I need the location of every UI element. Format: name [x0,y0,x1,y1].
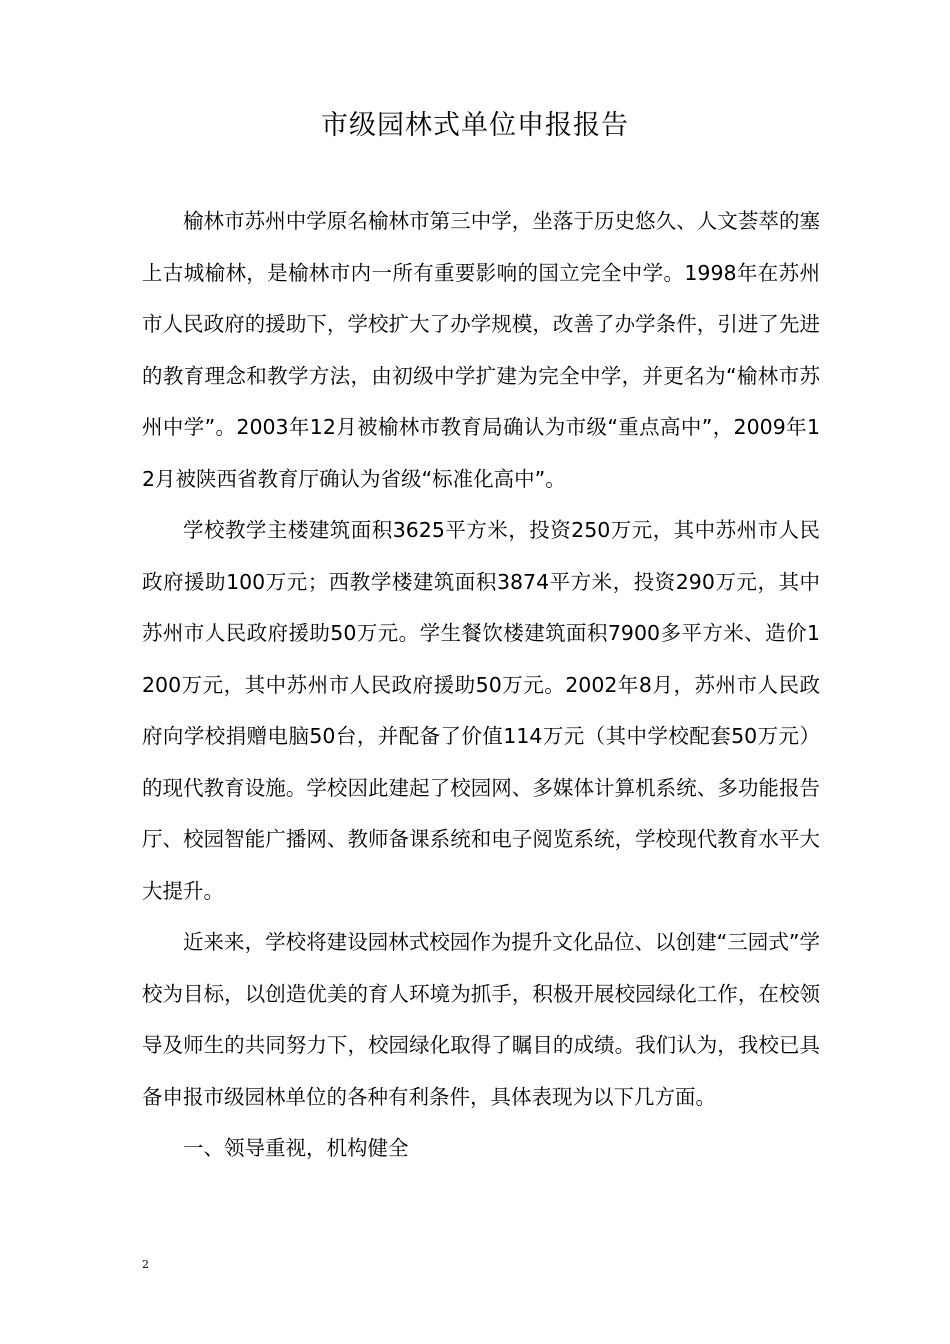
document-body [142,196,820,1175]
paragraph-facilities: 学校教学主楼建筑面积3625平方米，投资250万元，其中苏州市人民政府援助100万元；西教学楼建筑面积3874平方米，投资290万元，其中苏州市人民政府援助50万元。学生餐饮楼建筑面积7900多平方米、造价1200万元，其中苏州市人民政府援助50万元。2002年8月，苏州市人民政府向学校捐赠电脑50台，并配备了价值114万元（其中学校配套50万元）的现代教育设施。学校因此建起了校园网、多媒体计算机系统、多功能报告厅、校园智能广播网、教师备课系统和电子阅览系统，学校现代教育水平大大提升。 [142,518,820,903]
section-heading: 一、领导重视，机构健全 [183,1136,409,1160]
paragraph-greening: 近来来，学校将建设园林式校园作为提升文化品位、以创建“三园式”学校为目标，以创造优美的育人环境为抓手，积极开展校园绿化工作，在校领导及师生的共同努力下，校园绿化取得了瞩目的成绩。我们认为，我校已具备申报市级园林单位的各种有利条件，具体表现为以下几方面。 [142,930,820,1109]
document-title: 市级园林式单位申报报告 [321,110,629,141]
page-number: 2 [142,1258,149,1271]
paragraph-school-history: 榆林市苏州中学原名榆林市第三中学，坐落于历史悠久、人文荟萃的塞上古城榆林，是榆林市内一所有重要影响的国立完全中学。1998年在苏州市人民政府的援助下，学校扩大了办学规模，改善了办学条件，引进了先进的教育理念和教学方法，由初级中学扩建为完全中学，并更名为“榆林市苏州中学”。2003年12月被榆林市教育局确认为市级“重点高中”，2009年12月被陕西省教育厅确认为省级“标准化高中”。 [142,209,820,491]
